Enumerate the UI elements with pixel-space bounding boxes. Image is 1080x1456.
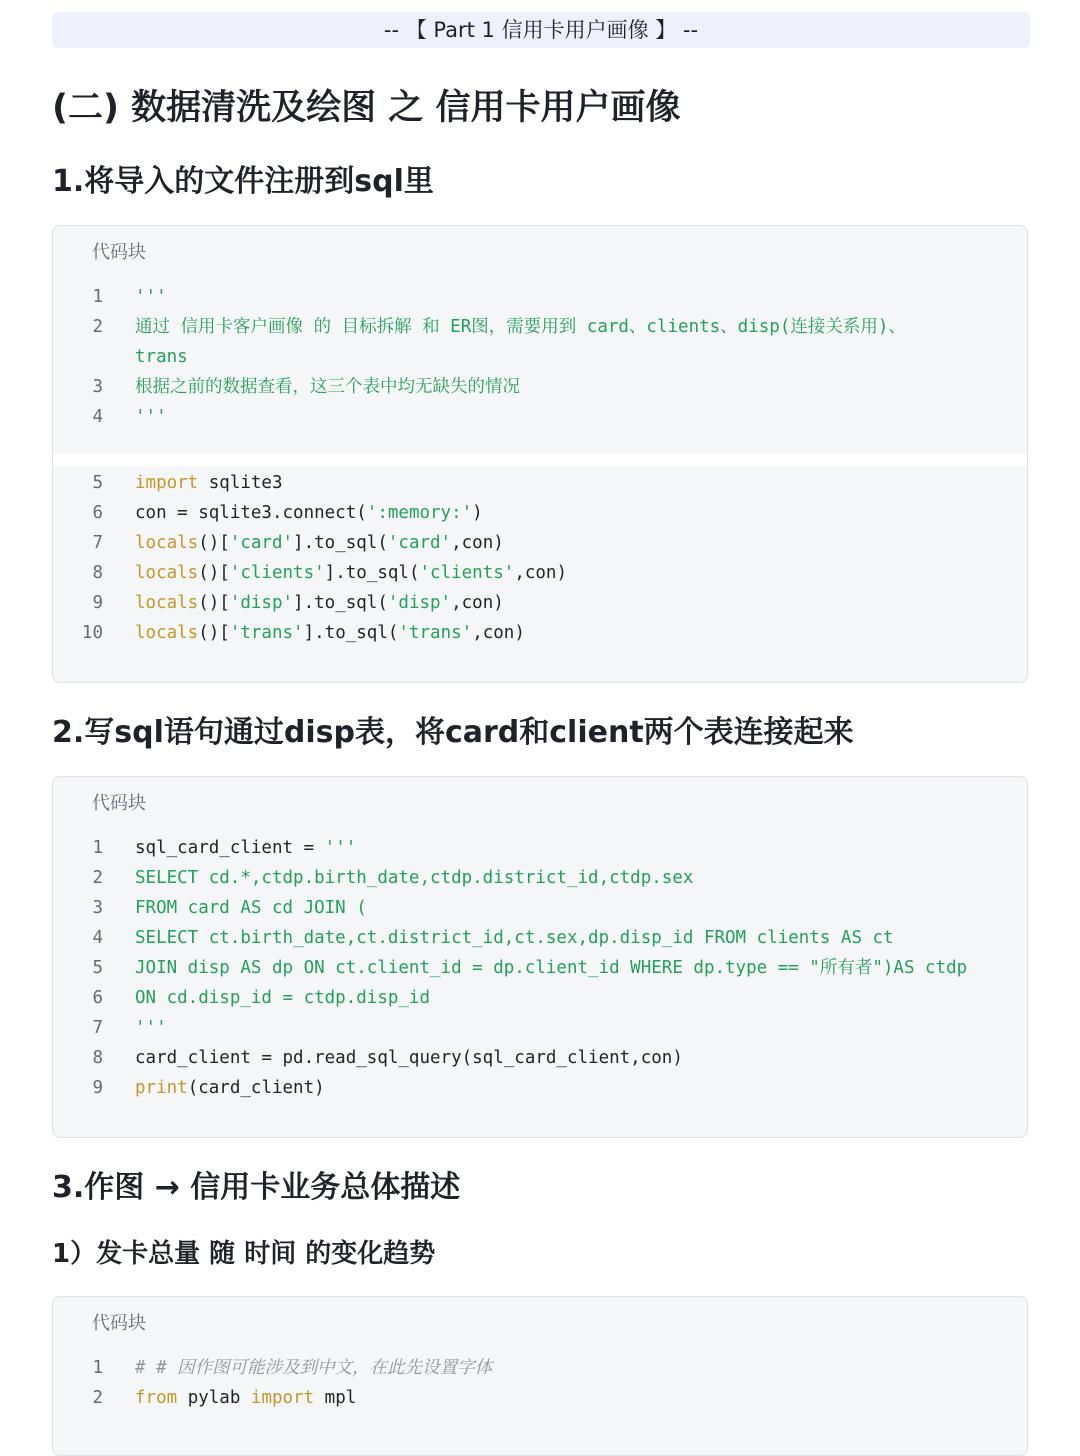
code-line (53, 372, 1027, 402)
code-line (53, 1043, 1027, 1073)
code-token: sqlite3 (198, 473, 283, 493)
code-token: mpl (314, 1388, 357, 1408)
code-line (53, 923, 1027, 953)
line-code (135, 498, 1017, 528)
code-token: from (135, 1388, 178, 1408)
line-number: 2 (92, 1388, 103, 1408)
code-block-label: 代码块 (92, 793, 146, 814)
line-number: 3 (92, 377, 103, 397)
line-code (135, 342, 1017, 372)
code-line (53, 558, 1027, 588)
code-token: SELECT cd.*,ctdp.birth_date,ctdp.district_id,ctdp.sex (135, 868, 694, 888)
code-line (53, 402, 1027, 432)
line-code (135, 1353, 1017, 1383)
code-line (53, 1353, 1027, 1383)
code-line (53, 588, 1027, 618)
code-token: ].to_sql( (293, 593, 388, 613)
line-number: 1 (92, 1358, 103, 1378)
code-token: ,con) (451, 593, 504, 613)
line-number: 1 (92, 287, 103, 307)
code-token: import (135, 473, 199, 493)
line-code (135, 312, 1017, 342)
line-number: 3 (92, 898, 103, 918)
code-block-label: 代码块 (92, 242, 146, 263)
code-token: JOIN disp AS dp ON ct.client_id = dp.client_id WHERE dp.type == "所有者")AS ctdp (135, 958, 968, 978)
line-code (135, 863, 1017, 893)
code-line (53, 1073, 1027, 1103)
section-heading-3: 3.作图 → 信用卡业务总体描述 (52, 1170, 461, 1205)
line-number: 6 (92, 503, 103, 523)
line-code (135, 588, 1017, 618)
code-token: locals (135, 533, 199, 553)
code-token: import (250, 1388, 315, 1408)
code-token: 'disp' (229, 593, 294, 613)
code-token: ,con) (472, 623, 525, 643)
code-token: ()[ (198, 623, 230, 643)
code-token: SELECT ct.birth_date,ct.district_id,ct.sex,dp.disp_id FROM clients AS ct (135, 928, 894, 948)
code-token: 'card' (229, 533, 294, 553)
code-token: 'clients' (419, 563, 515, 583)
part-banner: -- 【 Part 1 信用卡用户画像 】 -- (52, 12, 1030, 48)
code-line (53, 342, 1027, 372)
code-token: ON cd.disp_id = ctdp.disp_id (135, 988, 431, 1008)
code-line (53, 528, 1027, 558)
code-token: 通过 信用卡客户画像 的 目标拆解 和 ER图，需要用到 card、clients、disp(连接关系用)、 (135, 317, 906, 337)
code-token: ].to_sql( (303, 623, 399, 643)
code-line (53, 953, 1027, 983)
code-token: FROM card AS cd JOIN ( (135, 898, 367, 918)
code-token: con = sqlite3.connect( (135, 503, 367, 523)
code-token: card_client = pd.read_sql_query(sql_card_client,con) (135, 1048, 683, 1068)
line-number: 4 (92, 928, 103, 948)
line-code (135, 833, 1017, 863)
line-number: 6 (92, 988, 103, 1008)
line-code (135, 1013, 1017, 1043)
code-line (53, 468, 1027, 498)
code-token: locals (135, 563, 199, 583)
code-token: ,con) (514, 563, 567, 583)
line-number: 7 (92, 1018, 103, 1038)
code-token: # # 因作图可能涉及到中文，在此先设置字体 (135, 1358, 493, 1378)
code-token: 根据之前的数据查看，这三个表中均无缺失的情况 (135, 377, 520, 397)
code-token: 'card' (387, 533, 452, 553)
line-code (135, 528, 1017, 558)
code-token: (card_client) (187, 1078, 325, 1098)
line-code (135, 558, 1017, 588)
line-number: 2 (92, 868, 103, 888)
line-code (135, 893, 1017, 923)
line-number: 10 (81, 623, 103, 643)
code-token: ''' (135, 407, 167, 427)
code-line (53, 498, 1027, 528)
line-number: 4 (92, 407, 103, 427)
line-code (135, 372, 1017, 402)
code-block-2[interactable] (52, 776, 1028, 1138)
line-code (135, 618, 1017, 648)
code-token: 'trans' (229, 623, 304, 643)
line-number: 9 (92, 593, 103, 613)
code-token: ,con) (451, 533, 504, 553)
code-line (53, 833, 1027, 863)
code-line (53, 983, 1027, 1013)
code-token: locals (135, 593, 199, 613)
subsection-heading-1: 1）发卡总量 随 时间 的变化趋势 (52, 1239, 436, 1269)
line-number: 5 (92, 958, 103, 978)
line-number: 5 (92, 473, 103, 493)
code-token: 'trans' (398, 623, 473, 643)
code-line (53, 618, 1027, 648)
code-token: ':memory:' (366, 503, 473, 523)
code-token: ()[ (198, 563, 230, 583)
line-number: 2 (92, 317, 103, 337)
code-line (53, 1383, 1027, 1413)
page-title: (二) 数据清洗及绘图 之 信用卡用户画像 (52, 88, 681, 128)
code-token: ''' (135, 287, 167, 307)
line-code (135, 1043, 1017, 1073)
code-token: pylab (177, 1388, 251, 1408)
section-heading-2: 2.写sql语句通过disp表，将card和client两个表连接起来 (52, 715, 854, 750)
line-number: 7 (92, 533, 103, 553)
code-token: ''' (324, 838, 357, 858)
line-number: 9 (92, 1078, 103, 1098)
line-number: 8 (92, 563, 103, 583)
line-number: 1 (92, 838, 103, 858)
code-token: 'clients' (229, 563, 325, 583)
code-line (53, 282, 1027, 312)
code-block-3[interactable] (52, 1296, 1028, 1456)
code-token: 'disp' (387, 593, 452, 613)
code-block-1[interactable] (52, 225, 1028, 683)
code-line (53, 893, 1027, 923)
code-token: ''' (135, 1018, 167, 1038)
line-number: 8 (92, 1048, 103, 1068)
line-code (135, 468, 1017, 498)
line-code (135, 983, 1017, 1013)
line-code (135, 923, 1017, 953)
code-line (53, 312, 1027, 342)
line-code (135, 282, 1017, 312)
code-token: ()[ (198, 533, 230, 553)
code-token: ].to_sql( (293, 533, 388, 553)
code-token: ) (472, 503, 483, 523)
line-code (135, 953, 1017, 983)
line-code (135, 1073, 1017, 1103)
code-line (53, 863, 1027, 893)
code-token: sql_card_client = (135, 838, 325, 858)
code-token: trans (135, 347, 188, 367)
code-token: print (135, 1078, 188, 1098)
section-heading-1: 1.将导入的文件注册到sql里 (52, 164, 434, 199)
line-code (135, 402, 1017, 432)
code-line (53, 1013, 1027, 1043)
code-token: ].to_sql( (324, 563, 420, 583)
line-code (135, 1383, 1017, 1413)
code-block-divider (53, 454, 1027, 466)
code-block-label: 代码块 (92, 1313, 146, 1334)
code-token: locals (135, 623, 199, 643)
code-token: ()[ (198, 593, 230, 613)
